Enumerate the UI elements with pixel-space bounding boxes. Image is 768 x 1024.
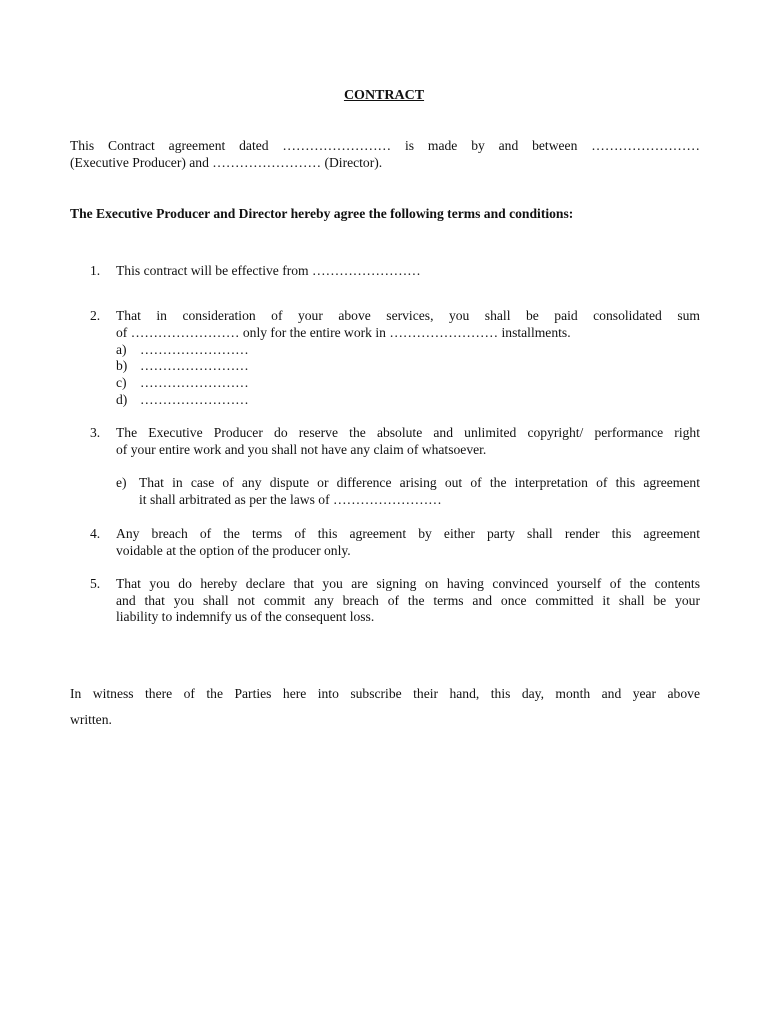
term-number: 1. [90, 263, 101, 278]
term-line: and that you shall not commit any breach of the terms and once committed it shall be your [116, 592, 700, 608]
term-text [116, 263, 700, 280]
term-line: of …………………… only for the entire work in …………………… installments. [116, 324, 571, 340]
installment-blank: …………………… [140, 342, 249, 357]
terms-heading: The Executive Producer and Director hereby agree the following terms and conditions: [70, 206, 574, 221]
term-text [116, 526, 700, 559]
witness-paragraph [70, 681, 700, 733]
term-line: Any breach of the terms of this agreement by either party shall render this agreement [116, 526, 700, 541]
installment-blank: …………………… [140, 392, 249, 407]
dispute-line: That in case of any dispute or difference arising out of the interpretation of this agreement [139, 475, 700, 490]
term-line: of your entire work and you shall not have any claim of whatsoever. [116, 441, 487, 457]
term-line: liability to indemnify us of the consequent loss. [116, 609, 375, 624]
term-number: 5. [90, 576, 101, 591]
installment-label: b) [116, 358, 128, 373]
term-line: The Executive Producer do reserve the absolute and unlimited copyright/ performance right [116, 425, 700, 440]
installment-blank: …………………… [140, 358, 249, 373]
term-number: 2. [90, 308, 101, 323]
intro-line-1: This Contract agreement dated …………………… is made by and between …………………… [70, 138, 700, 153]
term-line: This contract will be effective from …………………… [116, 263, 421, 278]
dispute-line: it shall arbitrated as per the laws of …………………… [139, 491, 442, 507]
witness-line: written. [70, 712, 112, 727]
contract-title: CONTRACT [343, 88, 425, 103]
term-line: That you do hereby declare that you are signing on having convinced yourself of the contents [116, 576, 700, 591]
term-number: 3. [90, 425, 101, 440]
term-text [116, 576, 700, 626]
witness-line: In witness there of the Parties here into subscribe their hand, this day, month and year above [70, 686, 700, 701]
installment-label: d) [116, 392, 128, 407]
installment-label: a) [116, 342, 127, 357]
dispute-label: e) [116, 475, 127, 490]
term-line: That in consideration of your above services, you shall be paid consolidated sum [116, 308, 700, 323]
term-text [116, 425, 700, 458]
intro-line-2: (Executive Producer) and …………………… (Director). [70, 154, 383, 170]
term-line: voidable at the option of the producer only. [116, 542, 351, 558]
intro-paragraph [70, 138, 700, 171]
dispute-text [139, 475, 700, 508]
installment-label: c) [116, 375, 127, 390]
installment-blank: …………………… [140, 375, 249, 390]
term-number: 4. [90, 526, 101, 541]
term-text [116, 308, 700, 341]
